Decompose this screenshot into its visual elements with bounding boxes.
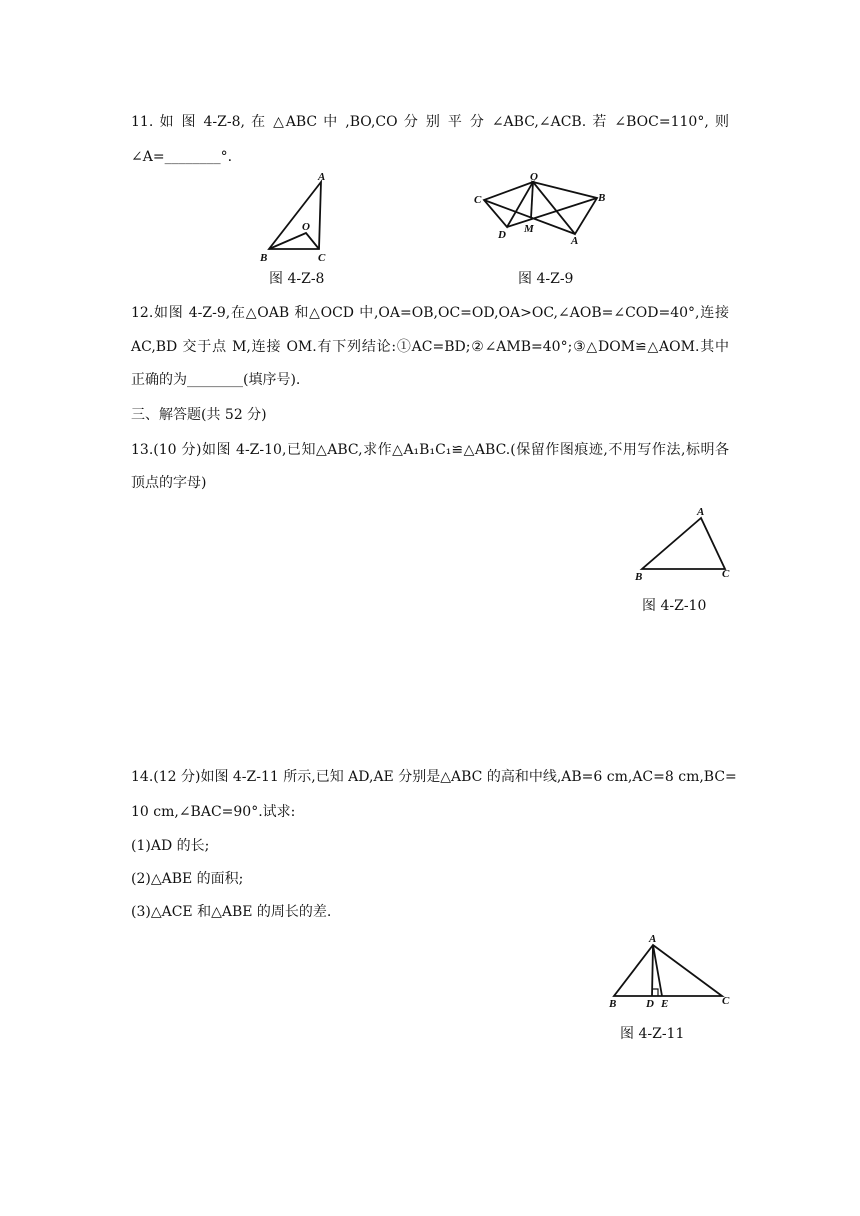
label-o: O	[302, 221, 310, 233]
q14-item-1: (1)AD 的长;	[131, 838, 210, 854]
label-c: C	[474, 194, 482, 206]
q12-line-3: 正确的为________(填序号).	[131, 372, 301, 388]
label-b: B	[635, 571, 643, 583]
altitude-ad	[652, 945, 653, 996]
segment-om	[531, 182, 533, 218]
q11-line-1: 11. 如 图 4-Z-8, 在 △ABC 中 ,BO,CO 分 别 平 分 ∠ABC,∠ACB. 若 ∠BOC=110°, 则	[131, 114, 729, 130]
q14-item-2: (2)△ABE 的面积;	[131, 871, 244, 887]
median-ae	[653, 945, 662, 996]
fig-caption-4-z-8: 图 4-Z-8	[269, 271, 325, 287]
fig-caption-4-z-11: 图 4-Z-11	[620, 1026, 685, 1042]
q14-item-3: (3)△ACE 和△ABE 的周长的差.	[131, 904, 332, 920]
label-c: C	[722, 568, 730, 580]
q12-line-2: AC,BD 交于点 M,连接 OM.有下列结论:①AC=BD;②∠AMB=40°;③△DOM≌△AOM.其中	[131, 339, 729, 355]
triangle-abc	[269, 182, 321, 249]
q13-line-2: 顶点的字母)	[131, 475, 207, 491]
section-heading: 三、解答题(共 52 分)	[131, 407, 267, 423]
label-a: A	[318, 171, 326, 183]
label-d: D	[498, 229, 506, 241]
figure-4-z-11	[604, 928, 744, 1013]
triangle-abc	[642, 518, 725, 569]
q11-line-2: ∠A=________°.	[131, 149, 233, 165]
figure-4-z-9	[472, 170, 612, 250]
q12-line-1: 12.如图 4-Z-9,在△OAB 和△OCD 中,OA=OB,OC=OD,OA>OC,∠AOB=∠COD=40°,连接	[131, 305, 729, 321]
triangle-abc	[614, 945, 722, 996]
label-d: D	[646, 998, 654, 1010]
q14-line-2: 10 cm,∠BAC=90°.试求:	[131, 804, 296, 820]
q14-line-1: 14.(12 分)如图 4-Z-11 所示,已知 AD,AE 分别是△ABC 的高和中线,AB=6 cm,AC=8 cm,BC=	[131, 769, 737, 785]
fig-caption-4-z-10: 图 4-Z-10	[642, 598, 707, 614]
label-b: B	[598, 192, 606, 204]
label-a: A	[649, 933, 657, 945]
label-m: M	[524, 223, 534, 235]
figure-4-z-8	[258, 170, 338, 265]
figure-4-z-10	[632, 503, 742, 588]
fig-caption-4-z-9: 图 4-Z-9	[518, 271, 574, 287]
label-a: A	[571, 235, 579, 247]
label-e: E	[661, 998, 669, 1010]
angle-bisectors-bo-co	[269, 233, 319, 249]
label-o: O	[530, 171, 538, 183]
label-c: C	[722, 995, 730, 1007]
label-c: C	[318, 252, 326, 264]
label-b: B	[260, 252, 268, 264]
q13-line-1: 13.(10 分)如图 4-Z-10,已知△ABC,求作△A₁B₁C₁≌△ABC.(保留作图痕迹,不用写作法,标明各	[131, 442, 729, 458]
label-b: B	[609, 998, 617, 1010]
label-a: A	[697, 506, 705, 518]
